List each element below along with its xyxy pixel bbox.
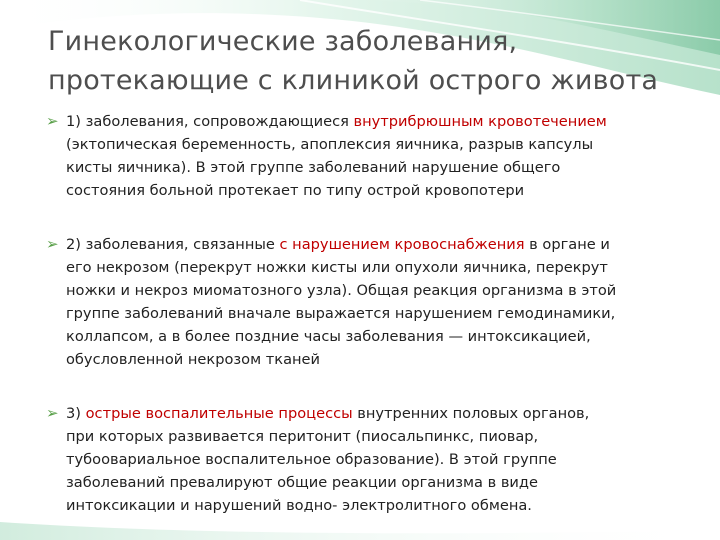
text-line: кисты яичника). В этой группе заболеваний нарушение общего [66, 159, 561, 176]
text: 1) заболевания, сопровождающиеся [66, 113, 354, 130]
text-line [66, 233, 706, 256]
list-item [46, 110, 706, 202]
text: внутренних половых органов, [352, 405, 590, 422]
text-line: тубоовариальное воспалительное образование). В этой группе [66, 451, 557, 468]
list-item [46, 402, 706, 517]
text-line: коллапсом, а в более поздние часы заболевания — интоксикацией, [66, 328, 591, 345]
arrow-bullet-icon: ➢ [46, 235, 59, 253]
text-line: интоксикации и нарушений водно- электролитного обмена. [66, 497, 532, 514]
text-line: ножки и некроз миоматозного узла). Общая реакция организма в этой [66, 282, 617, 299]
highlight-text: острые воспалительные процессы [85, 405, 353, 422]
slide-title [48, 22, 708, 100]
list-item [46, 233, 706, 371]
text-line: группе заболеваний вначале выражается нарушением гемодинамики, [66, 305, 616, 322]
text-line: заболеваний превалируют общие реакции организма в виде [66, 474, 538, 491]
arrow-bullet-icon: ➢ [46, 404, 59, 422]
text-line: обусловленной некрозом тканей [66, 351, 321, 368]
bullet-list [46, 110, 706, 517]
text: 3) [66, 405, 86, 422]
highlight-text: внутрибрюшным кровотечением [353, 113, 607, 130]
text-line: при которых развивается перитонит (пиосальпинкс, пиовар, [66, 428, 539, 445]
text-line: его некрозом (перекрут ножки кисты или опухоли яичника, перекрут [66, 259, 608, 276]
text-line: состояния больной протекает по типу острой кровопотери [66, 182, 525, 199]
highlight-text: с нарушением кровоснабжения [279, 236, 525, 253]
title-line: протекающие с клиникой острого живота [48, 65, 659, 96]
text-line [66, 402, 706, 425]
text: 2) заболевания, связанные [66, 236, 280, 253]
arrow-bullet-icon: ➢ [46, 112, 59, 130]
text: в органе и [524, 236, 610, 253]
text-line [66, 110, 706, 133]
title-line: Гинекологические заболевания, [48, 26, 518, 57]
text-line: (эктопическая беременность, апоплексия яичника, разрыв капсулы [66, 136, 594, 153]
